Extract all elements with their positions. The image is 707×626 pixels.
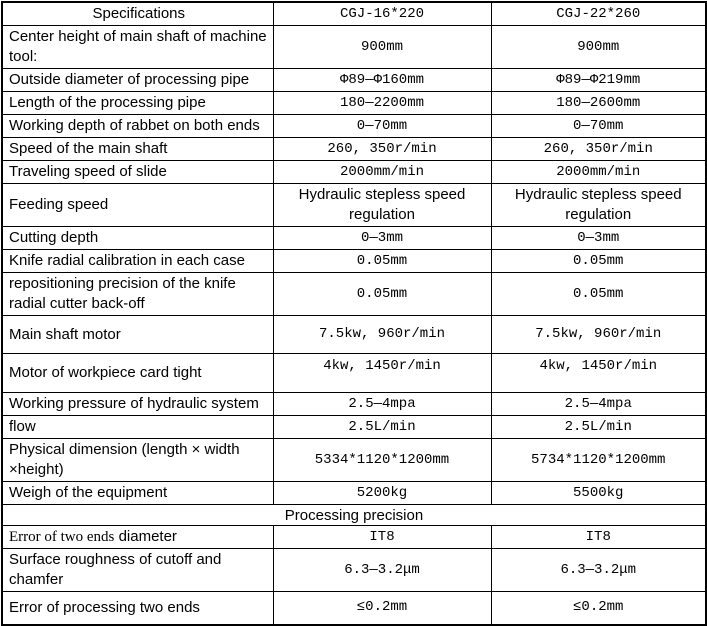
spec-value-cell: 260, 350r/min bbox=[491, 138, 706, 161]
spec-value-cell: 5500kg bbox=[491, 482, 706, 505]
table-row-physical-dimension bbox=[2, 439, 706, 482]
table-row-error-two-ends-diameter bbox=[2, 526, 706, 549]
spec-value-cell: 2.5—4mpa bbox=[491, 393, 706, 416]
spec-label-cell: repositioning precision of the knife radial cutter back-off bbox=[2, 273, 273, 316]
spec-value-cell: 5200kg bbox=[273, 482, 491, 505]
table-row-rabbet-depth bbox=[2, 115, 706, 138]
table-row-knife-radial-calibration bbox=[2, 250, 706, 273]
spec-value-cell: IT8 bbox=[273, 526, 491, 549]
column-header-model-cgj-16-220: CGJ-16*220 bbox=[273, 2, 491, 26]
spec-value-cell: ≤0.2mm bbox=[273, 592, 491, 625]
table-row-slide-speed bbox=[2, 161, 706, 184]
spec-label-cell: Center height of main shaft of machine tool: bbox=[2, 26, 273, 69]
spec-value-cell: 4kw, 1450r/min bbox=[273, 354, 491, 393]
spec-label-serif-part: Error of two ends bbox=[9, 529, 115, 545]
table-row-surface-roughness bbox=[2, 549, 706, 592]
column-header-specifications: Specifications bbox=[2, 2, 273, 26]
spec-value-cell: 180—2600mm bbox=[491, 92, 706, 115]
spec-label-cell: Outside diameter of processing pipe bbox=[2, 69, 273, 92]
spec-value-cell: 0—3mm bbox=[273, 227, 491, 250]
spec-label-cell bbox=[2, 526, 273, 549]
spec-value-cell: 0—70mm bbox=[273, 115, 491, 138]
spec-value-cell: 0.05mm bbox=[491, 250, 706, 273]
spec-value-cell: 7.5kw, 960r/min bbox=[273, 316, 491, 354]
spec-value-cell: Hydraulic stepless speed regulation bbox=[273, 184, 491, 227]
spec-value-cell: 0—3mm bbox=[491, 227, 706, 250]
spec-value-cell: 5334*1120*1200mm bbox=[273, 439, 491, 482]
spec-label-cell: Length of the processing pipe bbox=[2, 92, 273, 115]
table-row-main-shaft-speed bbox=[2, 138, 706, 161]
spec-label-cell: flow bbox=[2, 416, 273, 439]
spec-value-cell: 4kw, 1450r/min bbox=[491, 354, 706, 393]
table-row-error-processing-two-ends bbox=[2, 592, 706, 625]
spec-value-cell: 0.05mm bbox=[491, 273, 706, 316]
spec-value-cell: 2000mm/min bbox=[491, 161, 706, 184]
table-row-repositioning-precision bbox=[2, 273, 706, 316]
spec-value-cell: 6.3—3.2μm bbox=[491, 549, 706, 592]
spec-label-cell: Knife radial calibration in each case bbox=[2, 250, 273, 273]
spec-value-cell: 2000mm/min bbox=[273, 161, 491, 184]
table-row-workpiece-motor bbox=[2, 354, 706, 393]
spec-value-cell: 7.5kw, 960r/min bbox=[491, 316, 706, 354]
section-header-processing-precision: Processing precision bbox=[2, 505, 706, 526]
table-row-center-height bbox=[2, 26, 706, 69]
spec-value-cell: IT8 bbox=[491, 526, 706, 549]
column-header-model-cgj-22-260: CGJ-22*260 bbox=[491, 2, 706, 26]
spec-value-cell: 5734*1120*1200mm bbox=[491, 439, 706, 482]
spec-value-cell: 0—70mm bbox=[491, 115, 706, 138]
table-header-row bbox=[2, 2, 706, 26]
spec-value-cell: 0.05mm bbox=[273, 250, 491, 273]
table-row-hydraulic-pressure bbox=[2, 393, 706, 416]
spec-value-cell: 2.5L/min bbox=[273, 416, 491, 439]
spec-value-cell: 2.5L/min bbox=[491, 416, 706, 439]
section-row-processing-precision bbox=[2, 505, 706, 526]
spec-value-cell: 2.5—4mpa bbox=[273, 393, 491, 416]
spec-label-cell: Motor of workpiece card tight bbox=[2, 354, 273, 393]
spec-value-cell: 6.3—3.2μm bbox=[273, 549, 491, 592]
table-row-main-shaft-motor bbox=[2, 316, 706, 354]
spec-label-cell: Weigh of the equipment bbox=[2, 482, 273, 505]
spec-value-cell: 900mm bbox=[273, 26, 491, 69]
spec-label-cell: Speed of the main shaft bbox=[2, 138, 273, 161]
spec-label-cell: Physical dimension (length × width ×height) bbox=[2, 439, 273, 482]
spec-label-sans-part: diameter bbox=[118, 528, 177, 545]
table-row-pipe-length bbox=[2, 92, 706, 115]
spec-label-cell: Surface roughness of cutoff and chamfer bbox=[2, 549, 273, 592]
spec-value-cell: Φ89—Φ160mm bbox=[273, 69, 491, 92]
spec-value-cell: 180—2200mm bbox=[273, 92, 491, 115]
spec-value-cell: ≤0.2mm bbox=[491, 592, 706, 625]
spec-value-cell: Hydraulic stepless speed regulation bbox=[491, 184, 706, 227]
spec-value-cell: 900mm bbox=[491, 26, 706, 69]
spec-label-cell: Main shaft motor bbox=[2, 316, 273, 354]
table-row-feeding-speed bbox=[2, 184, 706, 227]
spec-label-cell: Error of processing two ends bbox=[2, 592, 273, 625]
specifications-table bbox=[1, 1, 707, 626]
spec-value-cell: 0.05mm bbox=[273, 273, 491, 316]
spec-label-cell: Feeding speed bbox=[2, 184, 273, 227]
spec-label-cell: Working pressure of hydraulic system bbox=[2, 393, 273, 416]
spec-label-cell: Traveling speed of slide bbox=[2, 161, 273, 184]
table-row-outside-diameter bbox=[2, 69, 706, 92]
table-row-cutting-depth bbox=[2, 227, 706, 250]
spec-value-cell: Φ89—Φ219mm bbox=[491, 69, 706, 92]
table-row-equipment-weight bbox=[2, 482, 706, 505]
spec-label-cell: Working depth of rabbet on both ends bbox=[2, 115, 273, 138]
spec-label-cell: Cutting depth bbox=[2, 227, 273, 250]
spec-value-cell: 260, 350r/min bbox=[273, 138, 491, 161]
table-row-flow bbox=[2, 416, 706, 439]
